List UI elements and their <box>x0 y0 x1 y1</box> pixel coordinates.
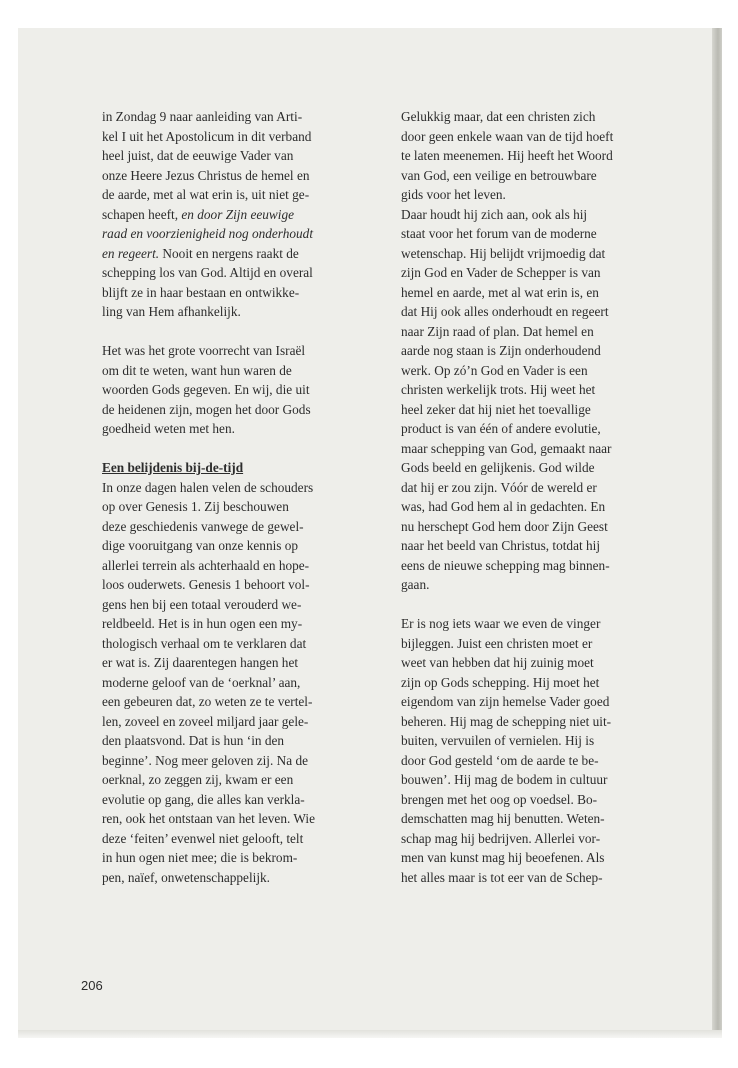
text-line <box>401 380 697 400</box>
text-line <box>401 751 697 771</box>
text-run: christen werkelijk trots. Hij weet het <box>401 382 596 397</box>
text-run: gids voor het leven. <box>401 187 506 202</box>
text-line <box>401 536 697 556</box>
text-line <box>401 614 697 634</box>
text-run: in hun ogen niet mee; die is bekrom- <box>102 850 298 865</box>
text-line <box>102 751 394 771</box>
text-run: weet van hebben dat hij zuinig moet <box>401 655 594 670</box>
text-run: Gods beeld en gelijkenis. God wilde <box>401 460 595 475</box>
text-line <box>102 127 394 147</box>
text-run: product is van één of andere evolutie, <box>401 421 601 436</box>
text-line <box>401 166 697 186</box>
text-line <box>401 205 697 225</box>
text-line <box>102 361 394 381</box>
text-line <box>401 185 697 205</box>
text-run: buiten, vervuilen of vernielen. Hij is <box>401 733 595 748</box>
text-run: naar het beeld van Christus, totdat hij <box>401 538 601 553</box>
text-line <box>102 263 394 283</box>
text-run: Gelukkig maar, dat een christen zich <box>401 109 596 124</box>
text-line <box>102 224 394 244</box>
text-run: om dit te weten, want hun waren de <box>102 362 292 378</box>
text-line <box>102 419 394 439</box>
italic-text: raad en voorzienigheid nog onderhoudt <box>102 226 314 241</box>
text-run: zijn God en Vader de Schepper is van <box>401 265 601 280</box>
text-run: maar schepping van God, gemaakt naar <box>401 440 612 456</box>
text-line <box>102 478 394 498</box>
text-run: den plaatsvond. Dat is hun ‘in den <box>102 733 285 748</box>
text-line <box>401 458 697 478</box>
text-run: evolutie op gang, die alles kan verkla- <box>102 791 305 807</box>
paragraph-gap <box>401 595 697 615</box>
text-line <box>401 634 697 654</box>
text-line <box>401 556 697 576</box>
text-run: ren, ook het ontstaan van het leven. Wie <box>102 811 316 826</box>
text-run: werk. Op zó’n God en Vader is een <box>401 362 588 378</box>
text-run: eigendom van zijn hemelse Vader goed <box>401 694 610 709</box>
text-run: Er is nog iets waar we even de vinger <box>401 616 601 631</box>
text-line <box>401 127 697 147</box>
page-edge <box>712 28 722 1036</box>
text-run: wetenschap. Hij belijdt vrijmoedig dat <box>401 245 606 261</box>
text-run: beginne’. Nog meer geloven zij. Na de <box>102 752 309 768</box>
text-run: gaan. <box>401 577 430 592</box>
text-line <box>102 302 394 322</box>
text-run: de aarde, met al wat erin is, uit niet ge- <box>102 187 310 202</box>
text-run: gens hen bij een totaal verouderd we- <box>102 596 302 612</box>
text-run: len, zoveel en zoveel miljard jaar gele- <box>102 713 309 729</box>
text-run: deze ‘feiten’ evenwel niet gelooft, telt <box>102 830 304 846</box>
paragraph-gap <box>102 322 394 342</box>
text-line <box>102 283 394 303</box>
text-run: oerknal, zo zeggen zij, kwam er een <box>102 772 294 787</box>
text-run: onze Heere Jezus Christus de hemel en <box>102 167 310 183</box>
text-line <box>401 439 697 459</box>
text-line <box>102 809 394 829</box>
text-line <box>401 517 697 537</box>
text-line <box>102 244 394 264</box>
text-line <box>401 673 697 693</box>
text-run: reldbeeld. Het is in hun ogen een my- <box>102 616 303 631</box>
text-line <box>401 653 697 673</box>
text-line <box>401 244 697 264</box>
text-run: woorden Gods gegeven. En wij, die uit <box>102 382 310 397</box>
paragraph-gap <box>102 439 394 459</box>
text-line <box>102 731 394 751</box>
text-line <box>401 575 697 595</box>
text-run: deze geschiedenis vanwege de gewel- <box>102 518 304 534</box>
text-line <box>102 400 394 420</box>
italic-text: en regeert. <box>102 245 160 261</box>
right-column <box>401 107 697 887</box>
text-run: thologisch verhaal om te verklaren dat <box>102 635 307 651</box>
text-run: demschatten mag hij benutten. Weten- <box>401 811 605 826</box>
text-line <box>401 107 697 127</box>
text-run: heel juist, dat de eeuwige Vader van <box>102 148 294 163</box>
text-line <box>401 224 697 244</box>
text-run: zijn op Gods schepping. Hij moet het <box>401 674 600 690</box>
text-run: schapen heeft, <box>102 206 182 222</box>
text-run: door God gesteld ‘om de aarde te be- <box>401 752 599 768</box>
text-run: In onze dagen halen velen de schouders <box>102 479 314 495</box>
text-line <box>102 146 394 166</box>
text-run: het alles maar is tot eer van de Schep- <box>401 869 603 885</box>
text-run: Daar houdt hij zich aan, ook als hij <box>401 206 588 222</box>
text-line <box>102 497 394 517</box>
text-line <box>102 517 394 537</box>
text-run: eens de nieuwe schepping mag binnen- <box>401 557 610 573</box>
text-line <box>102 575 394 595</box>
text-line <box>102 205 394 225</box>
italic-text: en door Zijn eeuwige <box>181 206 295 222</box>
text-run: staat voor het forum van de moderne <box>401 226 597 241</box>
text-run: men van kunst mag hij beoefenen. Als <box>401 850 605 865</box>
text-line <box>102 595 394 615</box>
text-line <box>102 868 394 888</box>
text-run: nu herschept God hem door Zijn Geest <box>401 518 608 534</box>
text-run: de heidenen zijn, mogen het door Gods <box>102 401 311 417</box>
page-number: 206 <box>81 978 103 993</box>
text-line <box>401 829 697 849</box>
text-line <box>102 829 394 849</box>
text-line <box>401 361 697 381</box>
text-run: loos ouderwets. Genesis 1 behoort vol- <box>102 577 310 592</box>
text-line <box>401 868 697 888</box>
text-line <box>102 653 394 673</box>
text-line <box>102 107 394 127</box>
text-line <box>102 848 394 868</box>
text-line <box>401 712 697 732</box>
text-run: hemel en aarde, met al wat erin is, en <box>401 284 599 300</box>
text-run: dat hij er zou zijn. Vóór de wereld er <box>401 479 597 495</box>
page-shadow <box>18 1030 722 1038</box>
text-line <box>102 692 394 712</box>
left-column <box>102 107 394 887</box>
text-line <box>401 497 697 517</box>
text-run: er wat is. Zij daarentegen hangen het <box>102 655 299 670</box>
text-run: blijft ze in haar bestaan en ontwikke- <box>102 284 300 300</box>
text-run: pen, naïef, onwetenschappelijk. <box>102 869 270 885</box>
text-line <box>102 185 394 205</box>
text-run: bijleggen. Juist een christen moet er <box>401 635 593 651</box>
text-line <box>102 341 394 361</box>
text-run: te laten meenemen. Hij heeft het Woord <box>401 148 613 163</box>
text-run: dige vooruitgang van onze kennis op <box>102 538 299 553</box>
text-line <box>401 341 697 361</box>
text-line <box>102 634 394 654</box>
text-run: een gebeuren dat, zo weten ze te vertel- <box>102 694 313 709</box>
text-line <box>401 146 697 166</box>
text-run: kel I uit het Apostolicum in dit verband <box>102 128 312 144</box>
text-run: goedheid weten met hen. <box>102 421 235 436</box>
text-run: was, had God hem al in gedachten. En <box>401 499 606 514</box>
text-run: schepping los van God. Altijd en overal <box>102 265 313 280</box>
text-line <box>401 848 697 868</box>
text-line <box>102 536 394 556</box>
text-line <box>401 322 697 342</box>
text-line <box>102 712 394 732</box>
text-run: dat Hij ook alles onderhoudt en regeert <box>401 304 609 319</box>
text-line <box>401 692 697 712</box>
text-run: naar Zijn raad of plan. Dat hemel en <box>401 323 594 339</box>
text-run: allerlei terrein als achterhaald en hope- <box>102 557 310 573</box>
section-heading: Een belijdenis bij-de-tijd <box>102 460 244 475</box>
text-line <box>401 263 697 283</box>
text-run: bouwen’. Hij mag de bodem in cultuur <box>401 772 608 787</box>
text-line <box>102 673 394 693</box>
text-run: moderne geloof van de ‘oerknal’ aan, <box>102 674 301 690</box>
text-run: Het was het grote voorrecht van Israël <box>102 343 306 358</box>
text-line <box>102 770 394 790</box>
text-line <box>401 731 697 751</box>
text-line <box>102 790 394 810</box>
text-line <box>102 614 394 634</box>
text-run: door geen enkele waan van de tijd hoeft <box>401 128 614 144</box>
text-line <box>401 478 697 498</box>
text-run: in Zondag 9 naar aanleiding van Arti- <box>102 109 303 124</box>
text-line <box>401 790 697 810</box>
text-line <box>401 770 697 790</box>
text-line <box>401 419 697 439</box>
text-run: schap mag hij bedrijven. Allerlei vor- <box>401 830 601 846</box>
text-run: van God, een veilige en betrouwbare <box>401 167 597 183</box>
text-line <box>401 809 697 829</box>
text-run: brengen met het oog op voedsel. Bo- <box>401 791 598 807</box>
text-run: beheren. Hij mag de schepping niet uit- <box>401 713 612 729</box>
text-run: op over Genesis 1. Zij beschouwen <box>102 499 289 514</box>
text-line <box>102 380 394 400</box>
text-line <box>102 556 394 576</box>
text-run: heel zeker dat hij niet het toevallige <box>401 401 591 417</box>
text-line <box>401 283 697 303</box>
text-run: ling van Hem afhankelijk. <box>102 304 241 319</box>
text-line <box>401 302 697 322</box>
text-run: aarde nog staan is Zijn onderhoudend <box>401 343 601 358</box>
text-line <box>401 400 697 420</box>
text-line <box>102 166 394 186</box>
text-run: Nooit en nergens raakt de <box>159 245 299 261</box>
